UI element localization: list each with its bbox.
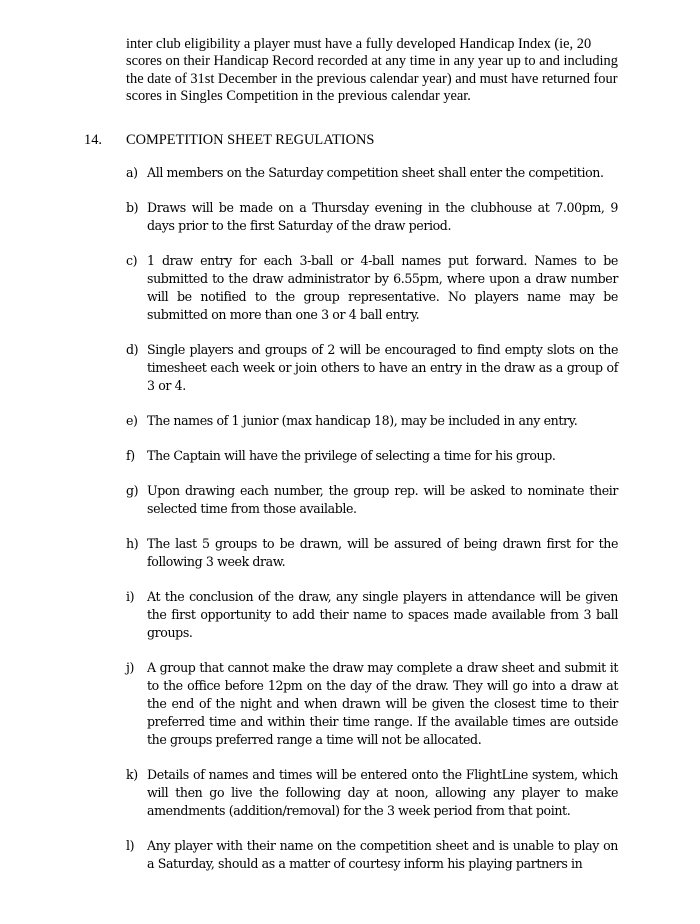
item-text: A group that cannot make the draw may complete a draw sheet and submit it to the office before 12pm on the day of the draw. They will go into a draw at the end of the night and when drawn will be given the closest time to their preferred time and within their time range. If the available times are outside the groups preferred range a time will not be allocated. [147, 660, 618, 747]
list-item [126, 252, 618, 324]
list-item [126, 766, 618, 820]
item-letter: d) [126, 342, 139, 357]
list-item [126, 341, 618, 395]
item-letter: a) [126, 165, 138, 180]
section-title: COMPETITION SHEET REGULATIONS [126, 132, 375, 148]
list-item [126, 199, 618, 235]
list-item [126, 447, 618, 465]
item-text: 1 draw entry for each 3-ball or 4-ball names put forward. Names to be submitted to the draw administrator by 6.55pm, where upon a draw number will be notified to the group representative. No players name may be submitted on more than one 3 or 4 ball entry. [147, 253, 618, 322]
item-text: Single players and groups of 2 will be encouraged to find empty slots on the timesheet each week or join others to have an entry in the draw as a group of 3 or 4. [147, 342, 618, 393]
item-letter: h) [126, 536, 139, 551]
list-item [126, 837, 618, 873]
item-letter: k) [126, 767, 138, 782]
item-letter: f) [126, 448, 135, 463]
intro-paragraph: inter club eligibility a player must have a fully developed Handicap Index (ie, 20 scores on their Handicap Record recorded at any time in any year up to and including the date of 31st December in the previous calendar year) and must have returned four scores in Singles Competition in the previous calendar year. [126, 36, 618, 104]
regulations-list [126, 164, 618, 890]
list-item [126, 535, 618, 571]
item-letter: b) [126, 200, 139, 215]
section-heading [84, 131, 604, 149]
list-item [126, 412, 618, 430]
item-text: Upon drawing each number, the group rep. will be asked to nominate their selected time from those available. [147, 483, 618, 516]
item-letter: i) [126, 589, 135, 604]
item-text: The Captain will have the privilege of selecting a time for his group. [147, 448, 556, 463]
item-letter: j) [126, 660, 135, 675]
item-text: The last 5 groups to be drawn, will be assured of being drawn first for the following 3 week draw. [147, 536, 618, 569]
list-item [126, 659, 618, 749]
list-item [126, 164, 618, 182]
list-item [126, 588, 618, 642]
section-number: 14. [84, 132, 102, 148]
item-letter: c) [126, 253, 138, 268]
list-item [126, 482, 618, 518]
item-text: Details of names and times will be entered onto the FlightLine system, which will then go live the following day at noon, allowing any player to make amendments (addition/removal) for the 3 week period from that point. [147, 767, 618, 818]
item-text: Any player with their name on the competition sheet and is unable to play on a Saturday, should as a matter of courtesy inform his playing partners in [147, 838, 618, 871]
item-letter: l) [126, 838, 135, 853]
item-text: Draws will be made on a Thursday evening in the clubhouse at 7.00pm, 9 days prior to the first Saturday of the draw period. [147, 200, 618, 233]
item-text: At the conclusion of the draw, any single players in attendance will be given the first opportunity to add their name to spaces made available from 3 ball groups. [147, 589, 618, 640]
item-letter: e) [126, 413, 138, 428]
item-text: The names of 1 junior (max handicap 18), may be included in any entry. [147, 413, 578, 428]
item-text: All members on the Saturday competition sheet shall enter the competition. [147, 165, 604, 180]
item-letter: g) [126, 483, 139, 498]
